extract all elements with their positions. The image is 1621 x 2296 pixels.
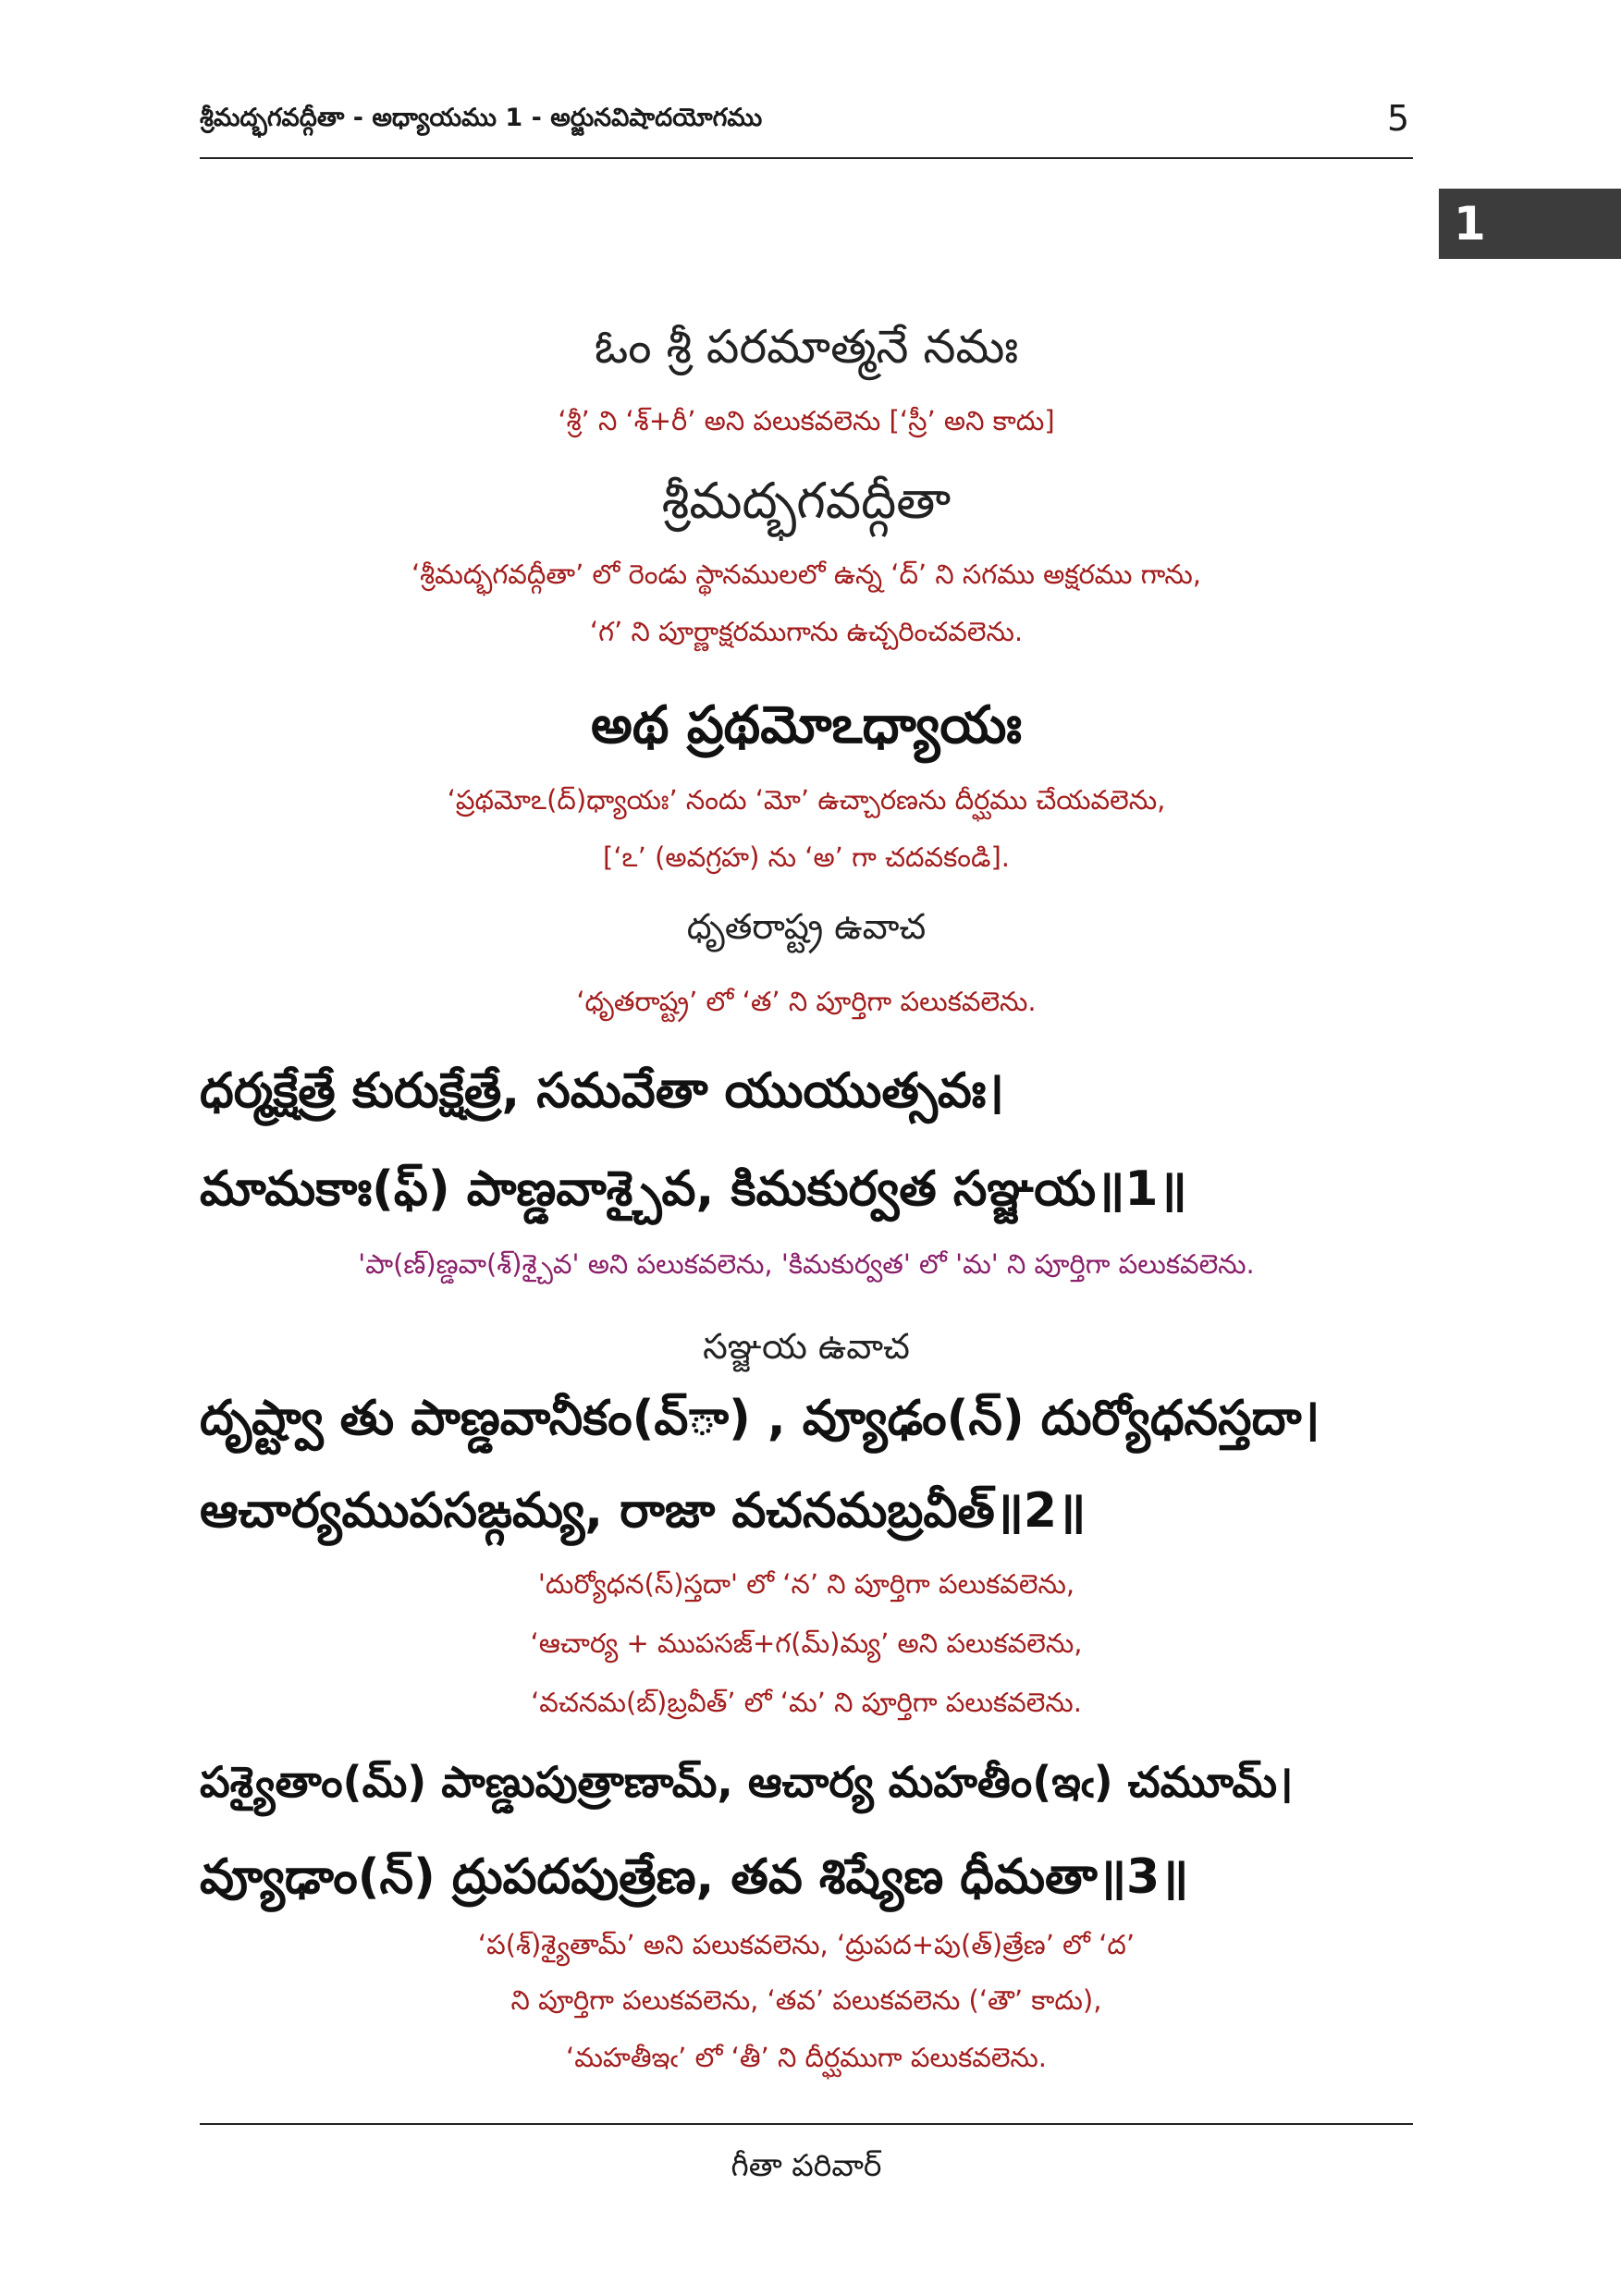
page-number: 5 [1387,98,1410,139]
verse-2-line-1: దృష్ట్వా తు పాణ్డవానీకం(వ్ా) , వ్యూఢం(న్) దుర్యోధనస్తదా। [200,1391,1320,1446]
chapter-tab [1439,189,1621,259]
verse-1-line-2: మామకాః(ఫ్) పాణ్డవాశ్చైవ, కిమకుర్వత సఞ్జయ॥1॥ [200,1161,1187,1217]
footer-rule [200,2123,1413,2125]
verse-2-line-2: ఆచార్యముపసఙ్గమ్య, రాజా వచనమబ్రవీత్॥2॥ [200,1483,1087,1539]
note-chapter-2: [‘ఽ’ (అవగ్రహ) ను ‘అ’ గా చదవకండి]. [603,841,1010,873]
note-chapter-1: ‘ప్రథమోఽ(ద్)ధ్యాయః’ నందు ‘మో’ ఉచ్చారణను దీర్ఘము చేయవలెను, [447,784,1166,816]
note-verse-3-2: ని పూర్తిగా పలుకవలెను, ‘తవ’ పలుకవలెను (‘తౌ’ కాదు), [510,1984,1102,2016]
note-verse-2-2: ‘ఆచార్య + ముపసజ్+గ(మ్)మ్య’ అని పలుకవలెను, [530,1627,1083,1659]
note-verse-2-3: ‘వచనమ(బ్)బ్రవీత్’ లో ‘మ’ ని పూర్తిగా పలుకవలెను. [531,1687,1082,1718]
speaker-dhritarashtra: ధృతరాష్ట్ర ఉవాచ [686,906,927,947]
note-verse-3-1: ‘ప(శ్)శ్యైతామ్’ అని పలుకవలెను, ‘ద్రుపద+పు(త్)త్రేణ’ లో ‘ద’ [477,1929,1136,1960]
note-verse-3-3: ‘మహతీఇఁ’ లో ‘తీ’ ని దీర్ఘముగా పలుకవలెను. [565,2042,1048,2073]
gita-title: శ్రీమద్భగవద్గీతా [661,472,952,530]
chapter-tab-number: 1 [1454,197,1486,251]
footer-text: గీతా పరివార్ [731,2147,882,2183]
note-shri: ‘శ్రీ’ ని ‘శ్+రీ’ అని పలుకవలెను [‘స్రీ’ అని కాదు] [558,405,1055,436]
note-speaker-1: ‘ధృతరాష్ట్ర’ లో ‘త’ ని పూర్తిగా పలుకవలెను. [576,986,1037,1017]
chapter-title: అథ ప్రథమోఽధ్యాయః [591,695,1022,755]
verse-3-line-1: పశ్యైతాం(మ్) పాణ్డుపుత్రాణామ్, ఆచార్య మహతీం(ఇఁ) చమూమ్। [200,1757,1294,1807]
verse-1-line-1: ధర్మక్షేత్రే కురుక్షేత్రే, సమవేతా యుయుత్సవః। [200,1063,1004,1119]
invocation-line: ఓం శ్రీ పరమాత్మనే నమః [594,320,1019,374]
verse-3-line-2: వ్యూఢాం(న్) ద్రుపదపుత్రేణ, తవ శిష్యేణ ధీమతా॥3॥ [200,1849,1189,1905]
header-rule [200,157,1413,159]
note-verse-1: 'పా(ణ్)ణ్డవా(శ్)శ్చైవ' అని పలుకవలెను, 'కిమకుర్వత' లో 'మ' ని పూర్తిగా పలుకవలెను. [358,1248,1255,1280]
running-header-title: శ్రీమద్భగవద్గీతా - అధ్యాయము 1 - అర్జునవిషాదయోగము [200,104,763,132]
note-verse-2-1: 'దుర్యోధన(స్)స్తదా' లో ‘న’ ని పూర్తిగా పలుకవలెను, [537,1568,1075,1600]
note-gita-1: ‘శ్రీమద్భగవద్గీతా’ లో రెండు స్థానములలో ఉన్న ‘ద్’ ని సగము అక్షరము గాను, [411,559,1202,590]
note-gita-2: ‘గ’ ని పూర్ణాక్షరముగాను ఉచ్చరించవలెను. [589,616,1024,647]
speaker-sanjaya: సఞ్జయ ఉవాచ [703,1326,910,1367]
